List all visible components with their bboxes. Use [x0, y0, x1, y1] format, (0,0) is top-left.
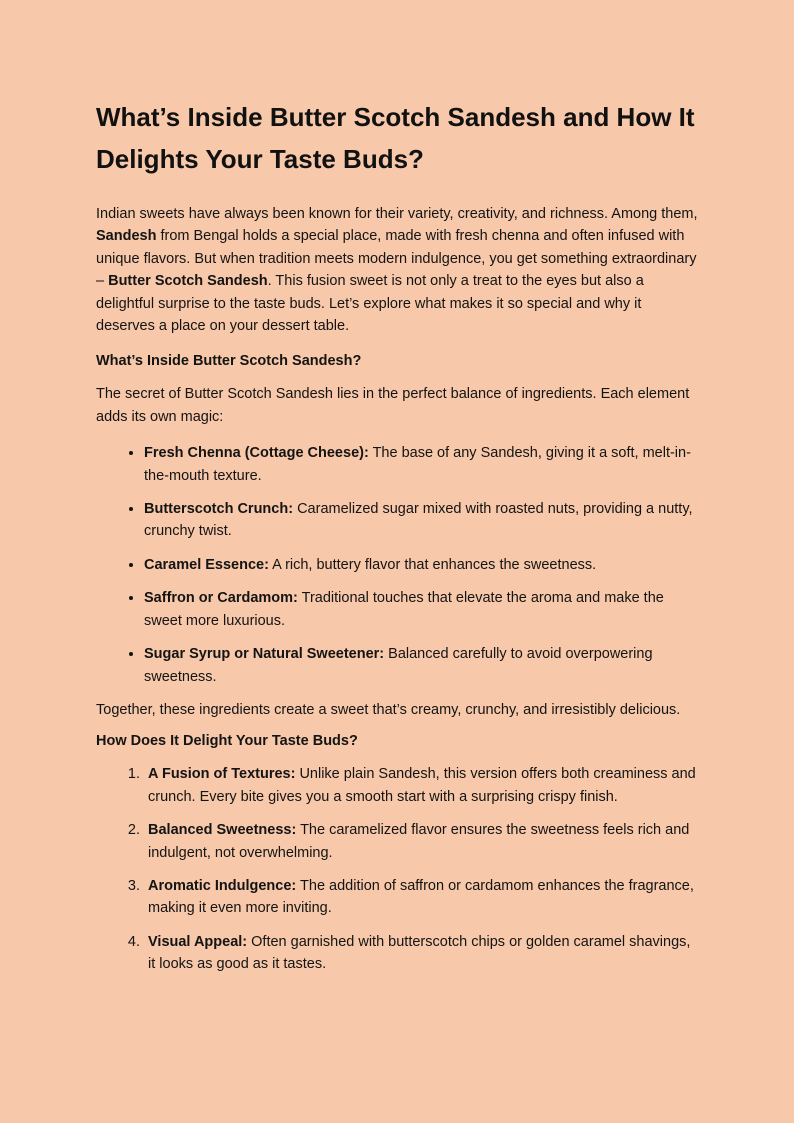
- ingredient-item: [144, 498, 698, 543]
- delight-description: The addition of saffron or cardamom enhances the fragrance, making it even more inviting.: [148, 877, 694, 917]
- ingredient-description: A rich, buttery flavor that enhances the sweetness.: [268, 556, 597, 573]
- ingredient-label: Fresh Chenna (Cottage Cheese):: [144, 445, 369, 462]
- ingredient-label: Caramel Essence:: [144, 556, 269, 573]
- ingredient-description: Balanced carefully to avoid overpowering sweetness.: [144, 646, 653, 685]
- delight-description: Unlike plain Sandesh, this version offers both creaminess and crunch. Every bite gives you a smooth start with a surprising crispy finish.: [148, 766, 696, 805]
- ingredient-label: Sugar Syrup or Natural Sweetener:: [144, 646, 385, 663]
- section-heading-ingredients: What’s Inside Butter Scotch Sandesh?: [96, 353, 362, 370]
- intro-bold-sandesh: Sandesh: [96, 228, 157, 245]
- page-title: What’s Inside Butter Scotch Sandesh and How It Delights Your Taste Buds?: [96, 102, 695, 174]
- intro-text-2: from Bengal holds a special place, made with fresh chenna and often infused with unique flavors. But when tradition meets modern indulgence, you get something extraordinary –: [96, 228, 697, 290]
- ingredients-list: [96, 442, 698, 688]
- delight-item: [144, 819, 698, 864]
- delight-label: A Fusion of Textures:: [148, 766, 296, 783]
- ingredient-label: Butterscotch Crunch:: [144, 501, 294, 518]
- intro-text-1: Indian sweets have always been known for their variety, creativity, and richness. Among them,: [96, 206, 698, 222]
- ingredient-item: [144, 587, 698, 632]
- ingredient-item: [144, 643, 698, 688]
- section-heading-taste-buds: How Does It Delight Your Taste Buds?: [96, 733, 358, 750]
- ingredients-lead-paragraph: The secret of Butter Scotch Sandesh lies in the perfect balance of ingredients. Each element adds its own magic:: [96, 386, 690, 425]
- delight-item: [144, 875, 698, 920]
- ingredient-item: [144, 554, 698, 576]
- delight-label: Balanced Sweetness:: [148, 822, 297, 839]
- delight-list: [96, 763, 698, 975]
- intro-text-3: . This fusion sweet is not only a treat to the eyes but also a delightful surprise to the taste buds. Let’s explore what makes it so special and why it deserves a place on your dessert table.: [96, 273, 644, 335]
- delight-label: Aromatic Indulgence:: [148, 877, 297, 894]
- ingredients-closing-paragraph: Together, these ingredients create a sweet that’s creamy, crunchy, and irresistibly delicious.: [96, 701, 681, 718]
- ingredient-description: Traditional touches that elevate the aroma and make the sweet more luxurious.: [144, 590, 664, 629]
- ingredient-description: Caramelized sugar mixed with roasted nuts, providing a nutty, crunchy twist.: [144, 501, 693, 540]
- delight-description: Often garnished with butterscotch chips or golden caramel shavings, it looks as good as it tastes.: [148, 933, 691, 973]
- intro-bold-butter-scotch-sandesh: Butter Scotch Sandesh: [108, 273, 268, 290]
- delight-item: [144, 763, 698, 808]
- ingredient-description: The base of any Sandesh, giving it a soft, melt-in-the-mouth texture.: [144, 445, 691, 484]
- ingredient-item: [144, 442, 698, 487]
- delight-label: Visual Appeal:: [148, 933, 248, 950]
- intro-paragraph: [96, 203, 698, 337]
- delight-description: The caramelized flavor ensures the sweetness feels rich and indulgent, not overwhelming.: [148, 822, 690, 861]
- delight-item: [144, 931, 698, 976]
- ingredient-label: Saffron or Cardamom:: [144, 590, 298, 607]
